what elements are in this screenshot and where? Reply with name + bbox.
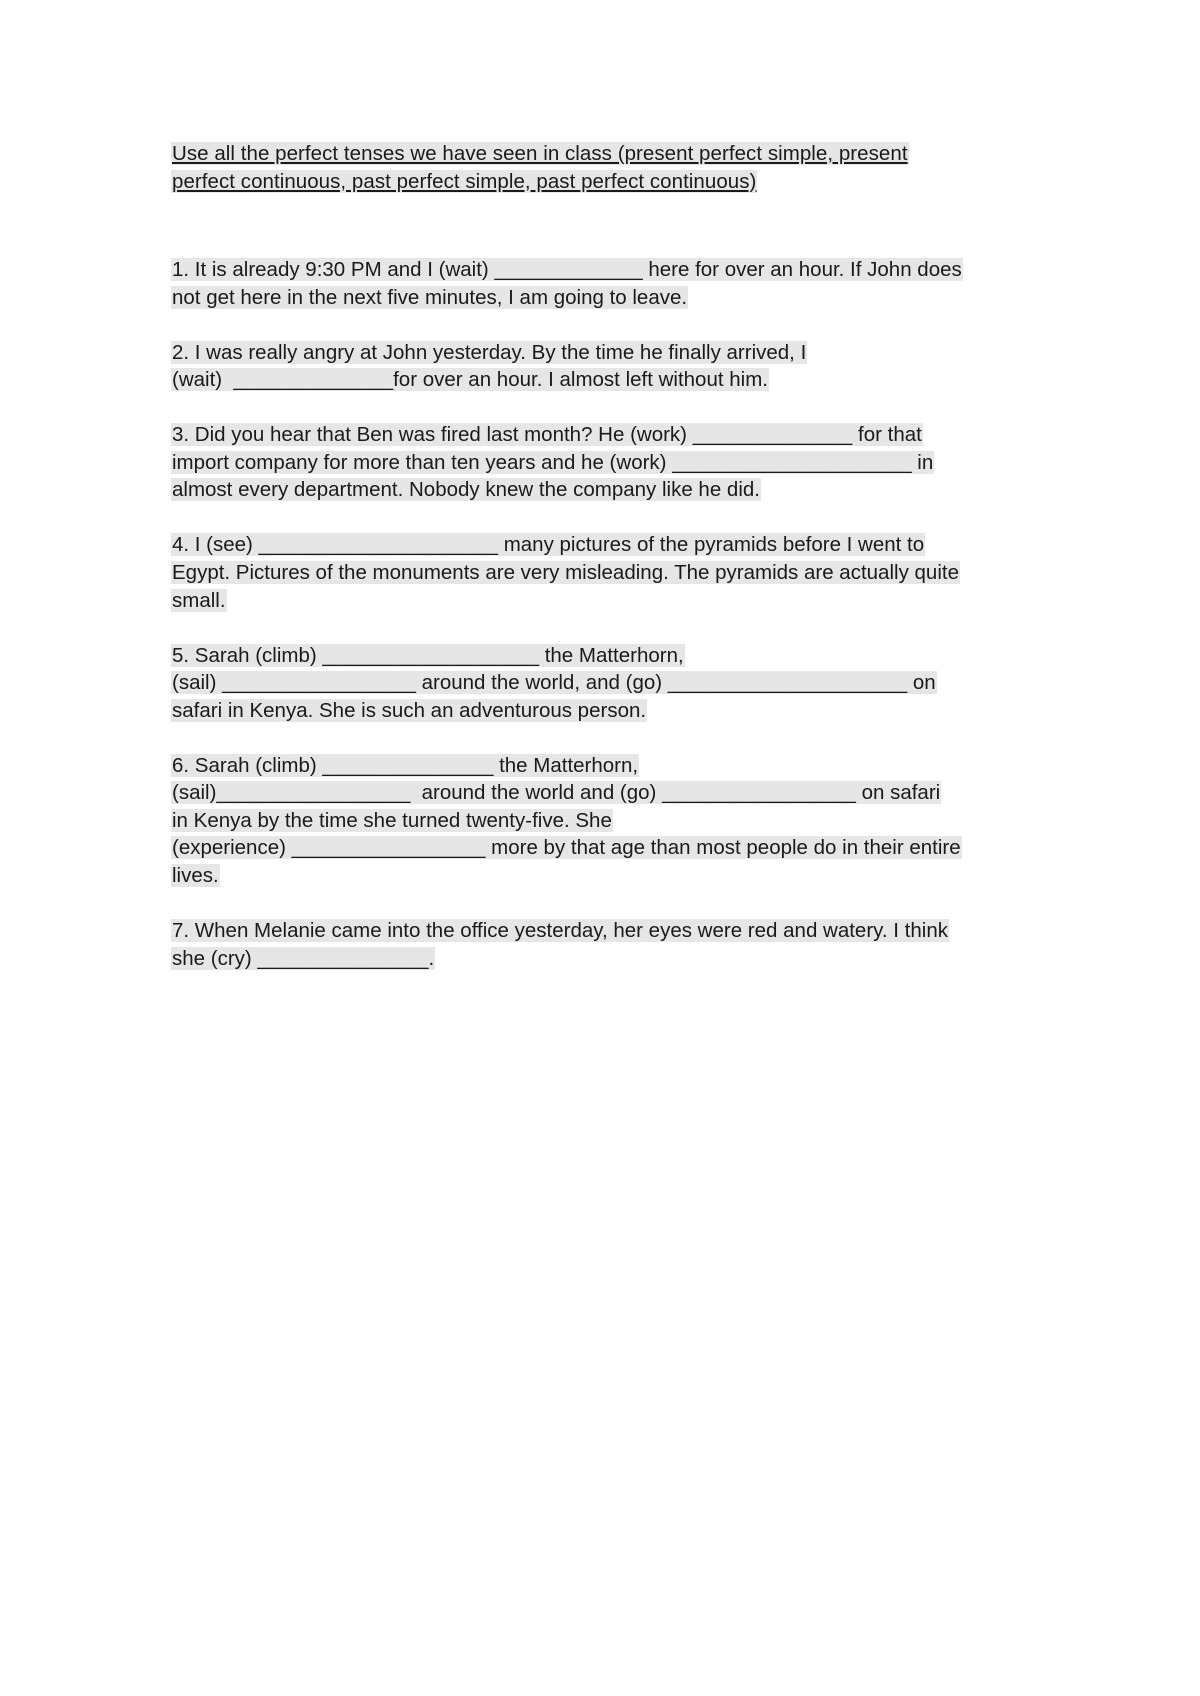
instructions-text: Use all the perfect tenses we have seen in class (present perfect simple, present — [172, 142, 908, 165]
exercise-line: (sail) _________________ around the world, and (go) _____________________ on — [172, 671, 936, 695]
exercise-7 — [171, 917, 1051, 972]
exercise-line: (wait) ______________for over an hour. I almost left without him. — [172, 368, 768, 392]
exercise-line: import company for more than ten years and he (work) _____________________ in — [172, 450, 934, 474]
exercise-line: 2. I was really angry at John yesterday. By the time he finally arrived, I — [172, 340, 807, 364]
exercise-line: small. — [172, 588, 226, 612]
exercise-line: 5. Sarah (climb) ___________________ the Matterhorn, — [172, 643, 684, 667]
exercise-line: 7. When Melanie came into the office yesterday, her eyes were red and watery. I think — [172, 919, 948, 943]
exercise-list — [171, 256, 1051, 972]
exercise-line: almost every department. Nobody knew the company like he did. — [172, 478, 760, 502]
exercise-line: 6. Sarah (climb) _______________ the Matterhorn, — [172, 753, 639, 777]
exercise-line: (experience) _________________ more by that age than most people do in their entire — [172, 836, 961, 860]
instructions-line — [171, 142, 909, 165]
exercise-line: 4. I (see) _____________________ many pictures of the pyramids before I went to — [172, 533, 925, 557]
exercise-4 — [171, 531, 1051, 614]
exercise-line: 1. It is already 9:30 PM and I (wait) _____________ here for over an hour. If John does — [172, 258, 962, 281]
exercise-line: in Kenya by the time she turned twenty-five. She — [172, 808, 612, 832]
exercise-6 — [171, 752, 1051, 890]
exercise-line: safari in Kenya. She is such an adventurous person. — [172, 698, 647, 722]
exercise-5 — [171, 642, 1051, 725]
exercise-3 — [171, 421, 1051, 504]
exercise-line: lives. — [172, 864, 219, 888]
exercise-line: (sail)_________________ around the world and (go) _________________ on safari — [172, 781, 941, 805]
exercise-line: 3. Did you hear that Ben was fired last month? He (work) ______________ for that — [172, 423, 922, 447]
exercise-line: Egypt. Pictures of the monuments are very misleading. The pyramids are actually quite — [172, 560, 959, 584]
instructions-line — [171, 170, 757, 193]
document-page — [171, 140, 1051, 1000]
exercise-line: she (cry) _______________. — [172, 946, 435, 970]
exercise-1 — [171, 256, 1051, 311]
instructions — [171, 140, 1051, 195]
exercise-line: not get here in the next five minutes, I am going to leave. — [172, 285, 688, 309]
instructions-text: perfect continuous, past perfect simple, past perfect continuous) — [172, 169, 757, 193]
exercise-2 — [171, 339, 1051, 394]
